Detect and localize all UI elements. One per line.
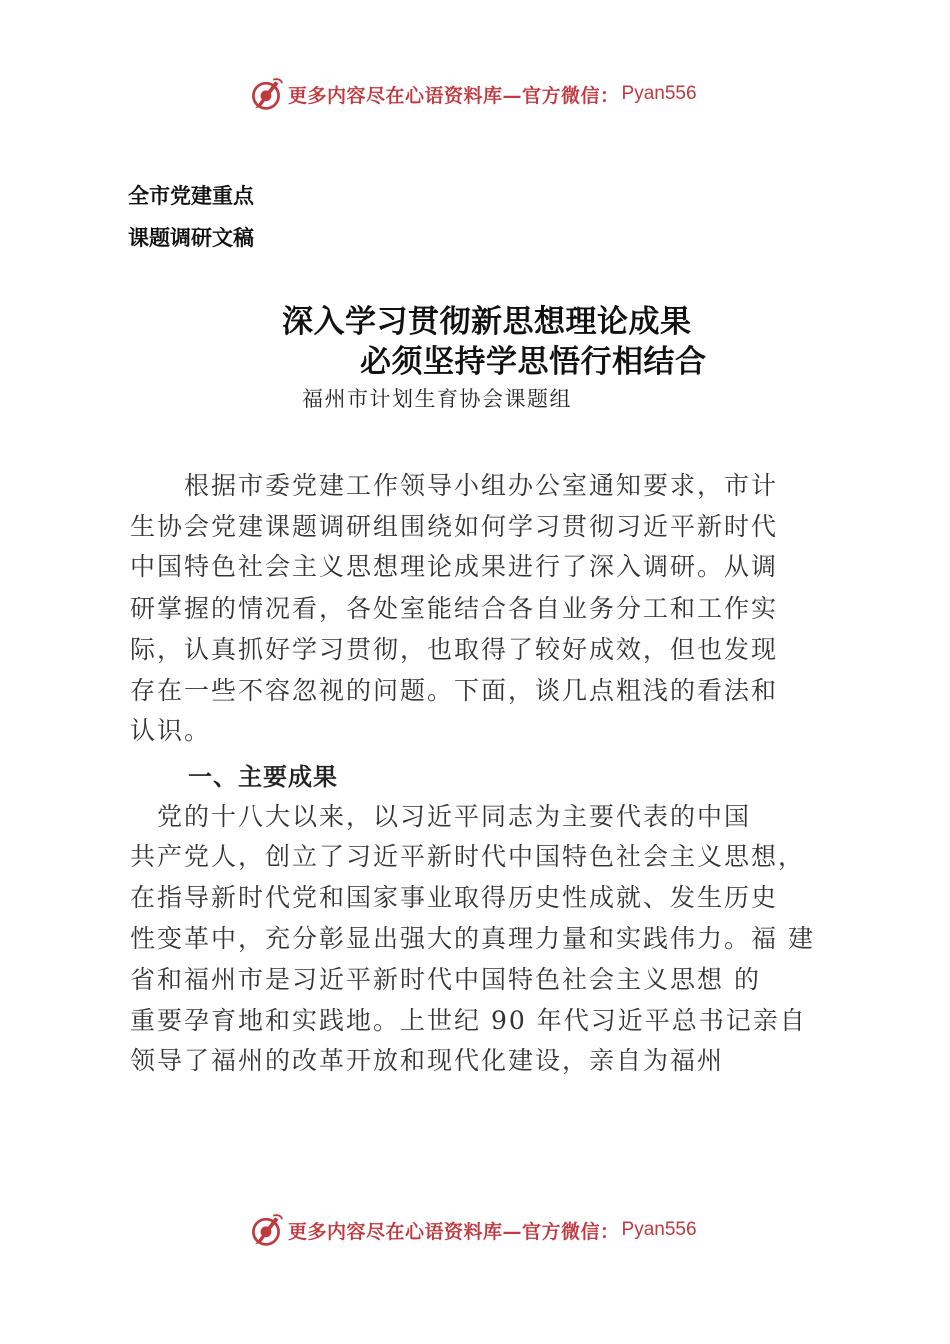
author-line: 福州市计划生育协会课题组	[302, 387, 572, 411]
section-line: 在指导新时代党和国家事业取得历史性成就、发生历史	[130, 883, 779, 912]
intro-line: 研掌握的情况看，各处室能结合各自业务分工和工作实	[130, 594, 779, 623]
title-line-1: 深入学习贯彻新思想理论成果	[282, 304, 692, 340]
section-line: 共产党人，创立了习近平新时代中国特色社会主义思想，	[130, 842, 806, 871]
intro-line: 存在一些不容忽视的问题。下面，谈几点粗浅的看法和	[130, 676, 779, 705]
intro-line: 中国特色社会主义思想理论成果进行了深入调研。从调	[130, 552, 779, 581]
watermark-banner-top	[248, 72, 697, 116]
watermark-banner-bottom	[248, 1208, 697, 1252]
section-line: 领导了福州的改革开放和现代化建设，亲自为福州	[130, 1046, 725, 1075]
section-line: 省和福州市是习近平新时代中国特色社会主义思想 的	[130, 965, 761, 994]
watermark-wechat-id: Pyan556	[621, 1219, 697, 1240]
intro-line: 根据市委党建工作领导小组办公室通知要求，市计	[130, 471, 779, 500]
watermark-wechat-id: Pyan556	[621, 83, 697, 104]
section-heading: 一、主要成果	[188, 763, 338, 791]
section-line: 性变革中，充分彰显出强大的真理力量和实践伟力。福 建	[130, 924, 815, 953]
title-line-2: 必须坚持学思悟行相结合	[360, 344, 707, 380]
header-line-1: 全市党建重点	[128, 184, 254, 208]
intro-line: 生协会党建课题调研组围绕如何学习贯彻习近平新时代	[130, 512, 779, 541]
intro-line: 际，认真抓好学习贯彻，也取得了较好成效，但也发现	[130, 635, 779, 664]
feather-pen-logo-icon	[248, 1212, 284, 1248]
intro-line: 认识。	[130, 716, 212, 745]
watermark-text: 更多内容尽在心语资料库—官方微信：	[288, 1220, 620, 1243]
watermark-text: 更多内容尽在心语资料库—官方微信：	[288, 84, 620, 107]
section-line: 重要孕育地和实践地。上世纪 90 年代习近平总书记亲自	[130, 1006, 807, 1035]
section-line: 党的十八大以来，以习近平同志为主要代表的中国	[130, 802, 752, 831]
feather-pen-logo-icon	[248, 76, 284, 112]
header-line-2: 课题调研文稿	[128, 226, 254, 250]
